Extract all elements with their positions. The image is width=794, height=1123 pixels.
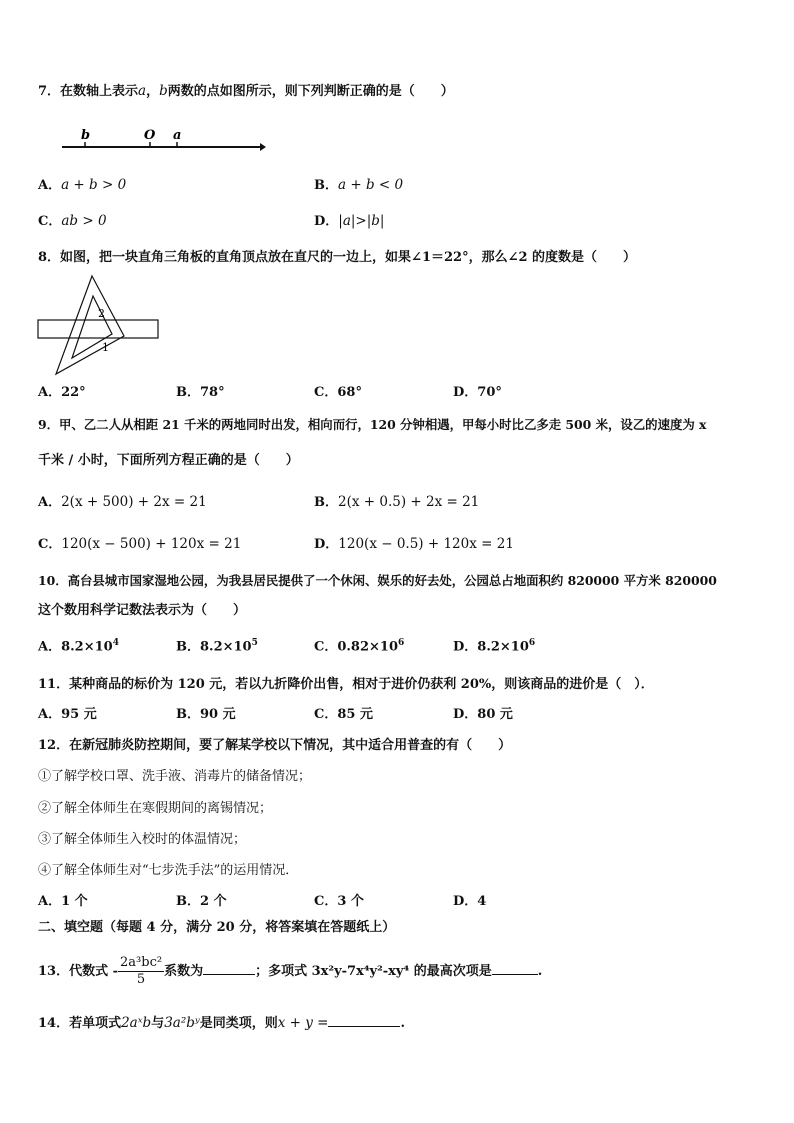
q10-option-d[interactable]: D．$8.2\times 10^6$ [453, 638, 536, 655]
q8-option-c[interactable]: C．68° [314, 385, 362, 400]
q7-option-a[interactable]: A．a + b > 0 [38, 177, 127, 193]
triangle-ruler-figure [36, 274, 164, 378]
q8-option-d[interactable]: D．70° [453, 385, 502, 400]
q10-stem-line2: 这个数用科学记数法表示为（ ） [38, 603, 247, 618]
q14-stem: 14．若单项式2aˣb与3a²bʸ是同类项，则x + y = . [38, 1015, 405, 1031]
ruler [38, 320, 158, 338]
q8-stem: 8．如图，把一块直角三角板的直角顶点放在直尺的一边上，如果∠1＝22°，那么∠2 的度数是（ ） [38, 250, 637, 265]
q7-stem: 7．在数轴上表示a，b两数的点如图所示，则下列判断正确的是（ ） [38, 83, 454, 99]
q11-option-c[interactable]: C．85 元 [314, 707, 373, 722]
q8-option-b[interactable]: B．78° [176, 385, 225, 400]
q11-stem: 11．某种商品的标价为 120 元，若以九折降价出售，相对于进价仍获利 20%，则该商品的进价是（ ）． [38, 677, 654, 692]
q10-option-c[interactable]: C．$0.82\times 10^6$ [314, 638, 405, 655]
axis-label-a: a [173, 128, 182, 143]
number-line-arrow [260, 143, 266, 151]
q12-option-d[interactable]: D．4 [453, 894, 487, 909]
q13-fraction: $\frac{\text{2a³bc²}}{5}$ [120, 955, 163, 987]
triangle-outer [56, 276, 124, 374]
q11-option-d[interactable]: D．80 元 [453, 707, 513, 722]
q12-stem: 12．在新冠肺炎防控期间，要了解某学校以下情况，其中适合用普查的有（ ） [38, 738, 512, 753]
q13-stem: 13．代数式 - $\frac{\text{2a³bc²}}{5}$ 系数为 ；多项式 3x²y-7x⁴y²-xy⁴ 的最高次项是 . [38, 955, 543, 987]
q11-option-b[interactable]: B．90 元 [176, 707, 236, 722]
q9-option-b[interactable]: B．2(x + 0.5) + 2x = 21 [314, 494, 480, 510]
q9-stem-line1: 9．甲、乙二人从相距 21 千米的两地同时出发，相向而行，120 分钟相遇，甲每小时比乙多走 500 米，设乙的速度为 x [38, 417, 707, 432]
number-line-figure [58, 124, 268, 158]
section2-heading: 二、填空题（每题 4 分，满分 20 分，将答案填在答题纸上） [38, 920, 396, 935]
q7-option-b[interactable]: B．a + b < 0 [314, 177, 404, 193]
q11-option-a[interactable]: A．95 元 [38, 707, 97, 722]
q12-item-3: ③了解全体师生入校时的体温情况； [38, 832, 247, 847]
q12-option-b[interactable]: B．2 个 [176, 894, 227, 909]
q8-option-a[interactable]: A．22° [38, 385, 86, 400]
q7-option-d[interactable]: D．|a|>|b| [314, 213, 385, 229]
q10-stem-line1: 10．高台县城市国家湿地公园，为我县居民提供了一个休闲、娱乐的好去处，公园总占地面积约 820000 平方米 820000 [38, 573, 717, 588]
q9-stem-line2: 千米 / 小时，下面所列方程正确的是（ ） [38, 453, 299, 468]
axis-label-b: b [81, 128, 91, 143]
q12-item-1: ①了解学校口罩、洗手液、消毒片的储备情况； [38, 769, 312, 784]
q12-option-c[interactable]: C．3 个 [314, 894, 364, 909]
q14-blank[interactable] [328, 1014, 400, 1027]
q10-option-a[interactable]: A．$8.2\times 10^4$ [38, 638, 119, 655]
q9-option-c[interactable]: C．120(x − 500) + 120x = 21 [38, 536, 242, 552]
q10-option-b[interactable]: B．$8.2\times 10^5$ [176, 638, 258, 655]
q12-item-2: ②了解全体师生在寒假期间的离锡情况； [38, 801, 273, 816]
angle-label-1: 1 [102, 341, 109, 354]
q13-blank-1[interactable] [203, 962, 255, 975]
q13-blank-2[interactable] [492, 962, 538, 975]
axis-label-origin: O [144, 128, 156, 143]
q12-option-a[interactable]: A．1 个 [38, 894, 88, 909]
q9-option-a[interactable]: A．2(x + 500) + 2x = 21 [38, 494, 207, 510]
q7-option-c[interactable]: C．ab > 0 [38, 213, 107, 229]
q9-option-d[interactable]: D．120(x − 0.5) + 120x = 21 [314, 536, 514, 552]
angle-label-2: 2 [98, 307, 105, 320]
q12-item-4: ④了解全体师生对“七步洗手法”的运用情况． [38, 863, 299, 878]
